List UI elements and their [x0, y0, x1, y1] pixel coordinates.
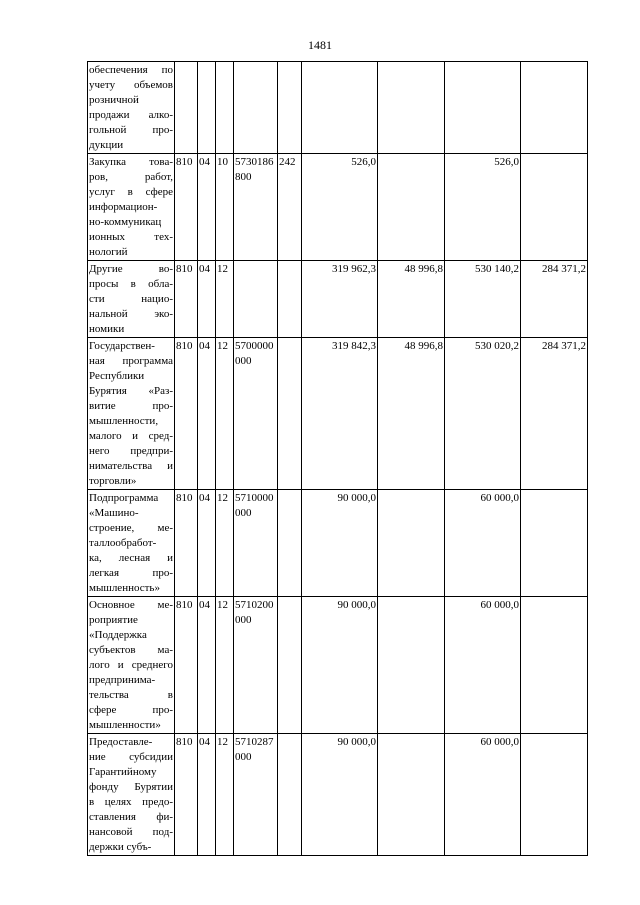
name-line: ние субсидии	[89, 751, 173, 763]
budget-table	[87, 61, 588, 856]
cell-rz: 04	[198, 154, 216, 261]
cell-csr	[234, 62, 278, 154]
cell-name	[88, 490, 175, 597]
cell-value-2: 48 996,8	[378, 338, 445, 490]
cell-gr: 810	[175, 734, 198, 856]
cell-csr: 5700000000	[234, 338, 278, 490]
name-line: субъектов ма-	[89, 644, 173, 656]
table-row	[88, 261, 588, 338]
cell-gr: 810	[175, 154, 198, 261]
name-line: в целях предо-	[89, 796, 173, 808]
cell-value-3: 60 000,0	[445, 597, 521, 734]
cell-value-2	[378, 734, 445, 856]
cell-name	[88, 62, 175, 154]
cell-value-1: 526,0	[302, 154, 378, 261]
name-line: услуг в сфере	[89, 186, 173, 198]
cell-value-4: 284 371,2	[521, 261, 588, 338]
table-row	[88, 597, 588, 734]
name-line: Республики	[89, 370, 145, 382]
cell-value-4	[521, 597, 588, 734]
cell-csr: 5710287000	[234, 734, 278, 856]
cell-gr: 810	[175, 490, 198, 597]
cell-vr	[278, 597, 302, 734]
name-line: ионных тех-	[89, 231, 173, 243]
name-line: сфере про-	[89, 704, 173, 716]
name-line: легкая про-	[89, 567, 173, 579]
cell-name	[88, 597, 175, 734]
table-row	[88, 490, 588, 597]
name-line: номики	[89, 323, 125, 335]
name-line: ров, работ,	[89, 171, 173, 183]
cell-csr: 5730186800	[234, 154, 278, 261]
table-row	[88, 734, 588, 856]
name-line: нансовой под-	[89, 826, 173, 838]
cell-value-3: 526,0	[445, 154, 521, 261]
cell-value-2	[378, 597, 445, 734]
cell-rz: 04	[198, 490, 216, 597]
name-line: ная программа	[89, 355, 173, 367]
name-line: Гарантийному	[89, 766, 157, 778]
cell-vr	[278, 734, 302, 856]
name-line: малого и сред-	[89, 430, 173, 442]
cell-value-2: 48 996,8	[378, 261, 445, 338]
name-line: гольной про-	[89, 124, 173, 136]
cell-vr: 242	[278, 154, 302, 261]
name-line: ставления фи-	[89, 811, 173, 823]
page-number: 1481	[308, 38, 332, 52]
cell-pr: 12	[216, 734, 234, 856]
cell-value-1: 90 000,0	[302, 734, 378, 856]
name-line: мышленности»	[89, 719, 161, 731]
cell-vr	[278, 261, 302, 338]
cell-name	[88, 154, 175, 261]
cell-value-4	[521, 490, 588, 597]
cell-vr	[278, 62, 302, 154]
name-line: держки субъ-	[89, 841, 152, 853]
cell-pr: 10	[216, 154, 234, 261]
name-line: информацион-	[89, 201, 158, 213]
name-line: мышленность»	[89, 582, 160, 594]
cell-value-4	[521, 154, 588, 261]
name-line: лого и среднего	[89, 659, 173, 671]
cell-value-2	[378, 490, 445, 597]
name-line: но-коммуникац	[89, 216, 162, 228]
cell-pr: 12	[216, 597, 234, 734]
cell-value-4	[521, 734, 588, 856]
cell-name	[88, 261, 175, 338]
cell-rz: 04	[198, 734, 216, 856]
name-line: просы в обла-	[89, 278, 173, 290]
name-line: торговли»	[89, 475, 137, 487]
cell-name	[88, 734, 175, 856]
name-line: мышленности,	[89, 415, 159, 427]
cell-csr: 5710200000	[234, 597, 278, 734]
name-line: розничной	[89, 94, 139, 106]
name-line: роприятие	[89, 614, 138, 626]
cell-csr: 5710000000	[234, 490, 278, 597]
cell-value-3: 60 000,0	[445, 734, 521, 856]
name-line: витие про-	[89, 400, 173, 412]
name-line: тельства в	[89, 689, 173, 701]
cell-value-3: 530 020,2	[445, 338, 521, 490]
table-row	[88, 338, 588, 490]
name-line: Предоставле-	[89, 736, 153, 748]
cell-pr	[216, 62, 234, 154]
cell-csr	[234, 261, 278, 338]
cell-value-1: 319 842,3	[302, 338, 378, 490]
cell-value-3	[445, 62, 521, 154]
name-line: обеспечения по	[89, 64, 173, 76]
cell-value-3: 530 140,2	[445, 261, 521, 338]
name-line: ка, лесная и	[89, 552, 173, 564]
name-line: Государствен-	[89, 340, 155, 352]
cell-value-1: 90 000,0	[302, 490, 378, 597]
cell-vr	[278, 338, 302, 490]
name-line: предпринима-	[89, 674, 156, 686]
name-line: «Поддержка	[89, 629, 147, 641]
name-line: сти нацио-	[89, 293, 173, 305]
name-line: дукции	[89, 139, 124, 151]
cell-rz: 04	[198, 261, 216, 338]
name-line: нимательства и	[89, 460, 173, 472]
cell-rz: 04	[198, 338, 216, 490]
cell-name	[88, 338, 175, 490]
cell-pr: 12	[216, 490, 234, 597]
name-line: него предпри-	[89, 445, 173, 457]
cell-value-4: 284 371,2	[521, 338, 588, 490]
name-line: Другие во-	[89, 263, 173, 275]
name-line: таллообработ-	[89, 537, 157, 549]
cell-gr	[175, 62, 198, 154]
name-line: «Машино-	[89, 507, 139, 519]
name-line: фонду Бурятии	[89, 781, 173, 793]
cell-rz	[198, 62, 216, 154]
cell-value-3: 60 000,0	[445, 490, 521, 597]
cell-vr	[278, 490, 302, 597]
cell-gr: 810	[175, 261, 198, 338]
cell-value-1	[302, 62, 378, 154]
name-line: учету объемов	[89, 79, 173, 91]
cell-gr: 810	[175, 338, 198, 490]
name-line: нологий	[89, 246, 128, 258]
cell-rz: 04	[198, 597, 216, 734]
cell-value-2	[378, 62, 445, 154]
cell-value-1: 90 000,0	[302, 597, 378, 734]
cell-gr: 810	[175, 597, 198, 734]
name-line: продажи алко-	[89, 109, 173, 121]
cell-value-1: 319 962,3	[302, 261, 378, 338]
name-line: Бурятия «Раз-	[89, 385, 173, 397]
name-line: Закупка това-	[89, 156, 173, 168]
name-line: строение, ме-	[89, 522, 173, 534]
cell-value-4	[521, 62, 588, 154]
name-line: Подпрограмма	[89, 492, 159, 504]
cell-pr: 12	[216, 261, 234, 338]
cell-value-2	[378, 154, 445, 261]
cell-pr: 12	[216, 338, 234, 490]
name-line: нальной эко-	[89, 308, 173, 320]
table-row	[88, 154, 588, 261]
name-line: Основное ме-	[89, 599, 173, 611]
table-row	[88, 62, 588, 154]
